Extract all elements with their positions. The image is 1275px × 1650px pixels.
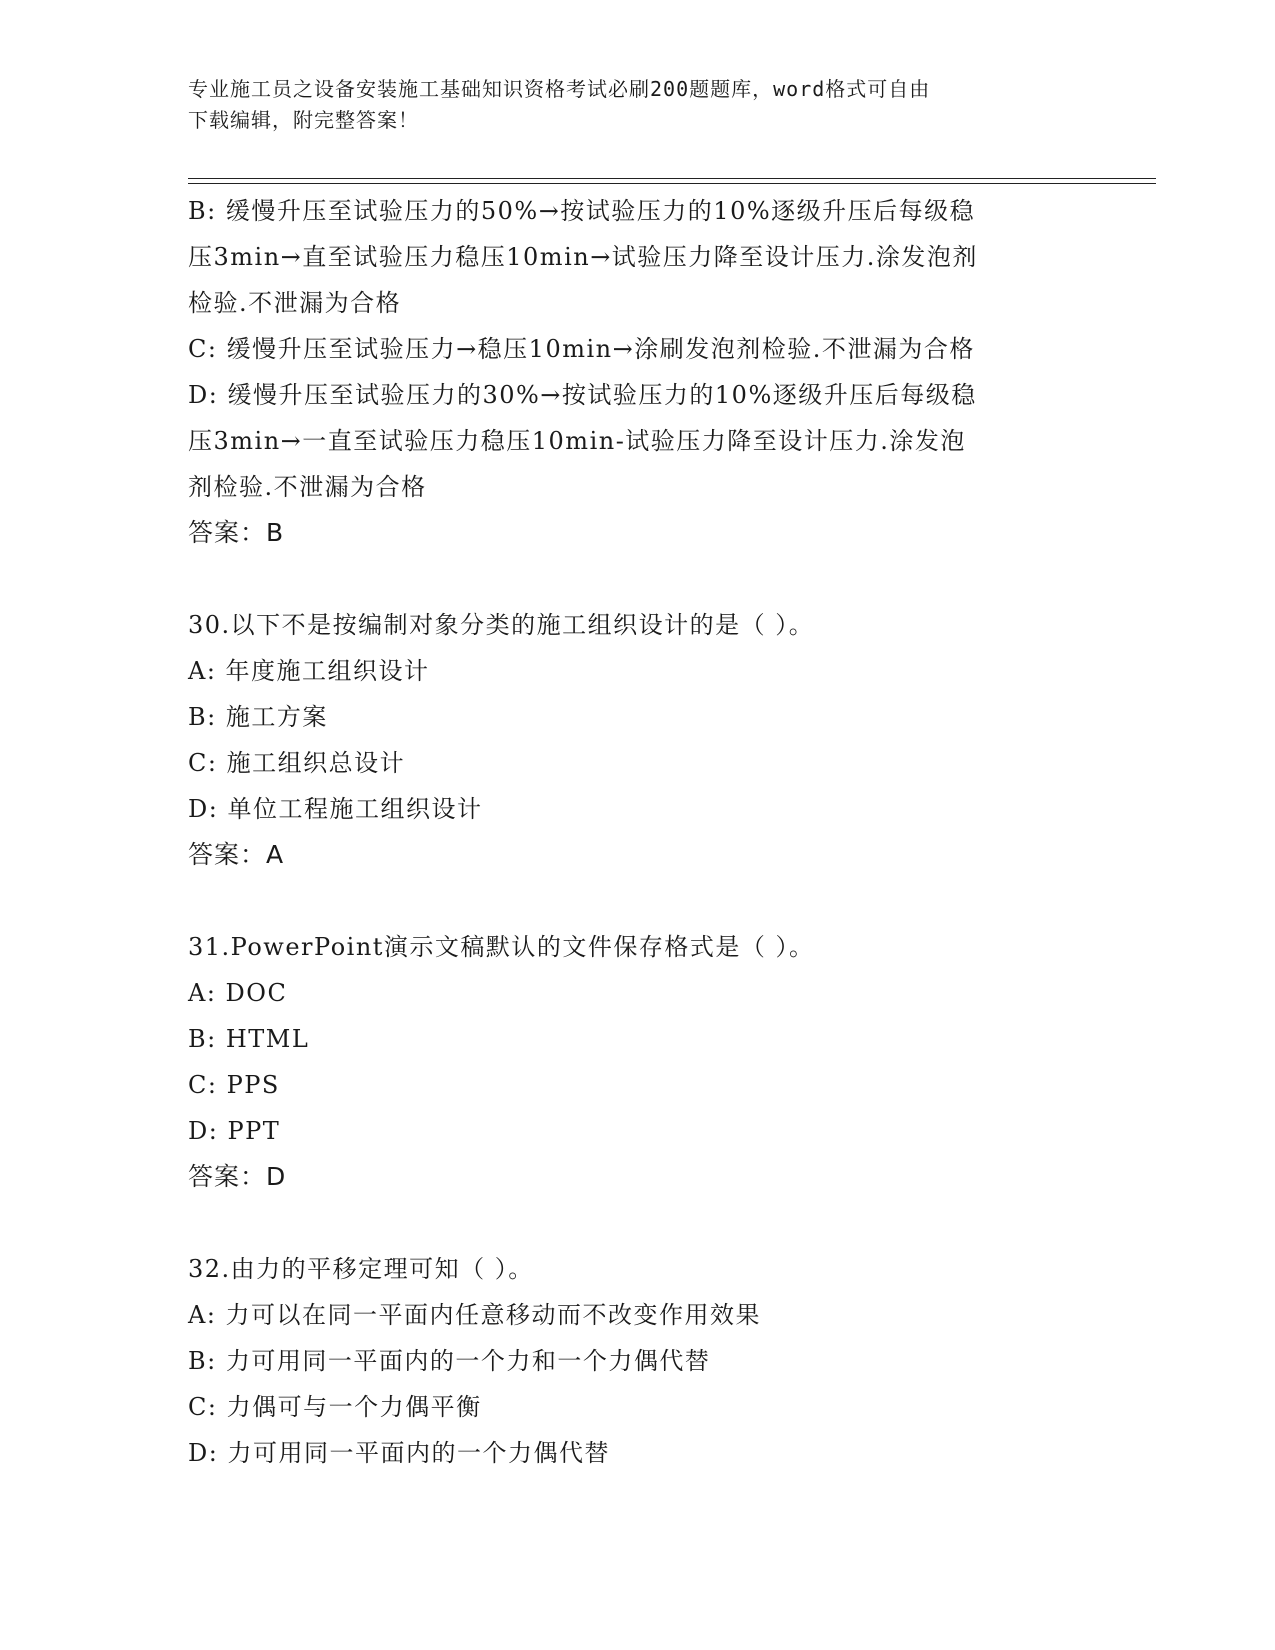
question-29-tail: [188, 188, 1088, 556]
option-d: D: 力可用同一平面内的一个力偶代替: [188, 1439, 610, 1467]
question-32: [188, 1246, 1088, 1476]
option-d-line-3: 剂检验.不泄漏为合格: [188, 473, 427, 501]
option-d-line-2: 压3min→一直至试验压力稳压10min-试验压力降至设计压力.涂发泡: [188, 427, 966, 455]
spacer: [188, 556, 1088, 602]
option-d-line-1: D: 缓慢升压至试验压力的30%→按试验压力的10%逐级升压后每级稳: [188, 381, 977, 409]
spacer: [188, 1200, 1088, 1246]
option-a: A: 年度施工组织设计: [188, 657, 430, 685]
answer: 答案：B: [188, 518, 285, 547]
question-text: 31.PowerPoint演示文稿默认的文件保存格式是（ ）。: [188, 933, 815, 961]
option-a: A: DOC: [188, 979, 288, 1007]
header-divider-bottom: [188, 183, 1156, 184]
option-b: B: 施工方案: [188, 703, 328, 731]
question-31: [188, 924, 1088, 1200]
option-b: B: 力可用同一平面内的一个力和一个力偶代替: [188, 1347, 711, 1375]
option-b-line-2: 压3min→直至试验压力稳压10min→试验压力降至设计压力.涂发泡剂: [188, 243, 978, 271]
option-c: C: 缓慢升压至试验压力→稳压10min→涂刷发泡剂检验.不泄漏为合格: [188, 335, 975, 363]
question-text: 32.由力的平移定理可知（ ）。: [188, 1255, 534, 1283]
option-b-line-1: B: 缓慢升压至试验压力的50%→按试验压力的10%逐级升压后每级稳: [188, 197, 976, 225]
option-b-line-3: 检验.不泄漏为合格: [188, 289, 402, 317]
header-title-line-1: 专业施工员之设备安装施工基础知识资格考试必刷200题题库，word格式可自由: [188, 77, 931, 101]
answer: 答案：A: [188, 840, 285, 869]
header-title-line-2: 下载编辑，附完整答案！: [188, 108, 419, 132]
option-a: A: 力可以在同一平面内任意移动而不改变作用效果: [188, 1301, 762, 1329]
answer: 答案：D: [188, 1162, 287, 1191]
option-c: C: 力偶可与一个力偶平衡: [188, 1393, 482, 1421]
option-c: C: 施工组织总设计: [188, 749, 406, 777]
option-d: D: PPT: [188, 1117, 281, 1145]
option-c: C: PPS: [188, 1071, 280, 1099]
header-divider-top: [188, 178, 1156, 179]
question-30: [188, 602, 1088, 878]
document-header: [188, 74, 1078, 136]
option-b: B: HTML: [188, 1025, 310, 1053]
option-d: D: 单位工程施工组织设计: [188, 795, 483, 823]
spacer: [188, 878, 1088, 924]
question-text: 30.以下不是按编制对象分类的施工组织设计的是（ ）。: [188, 611, 815, 639]
question-list: [188, 188, 1088, 1476]
